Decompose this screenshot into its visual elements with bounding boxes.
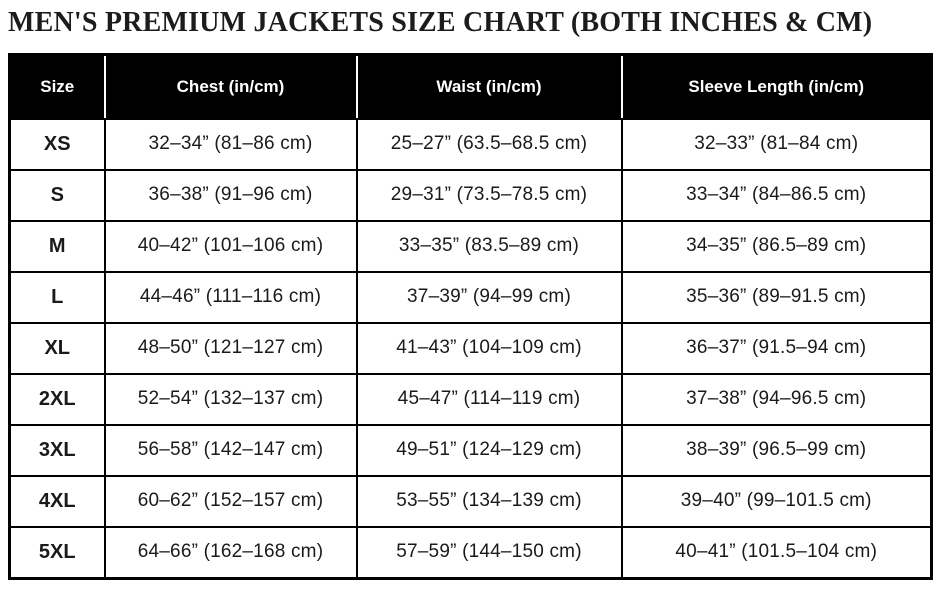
size-chart-table [8, 53, 933, 580]
table-row [10, 119, 932, 170]
size-cell: M [10, 221, 105, 272]
chest-cell: 48–50” (121–127 cm) [105, 323, 357, 374]
chest-cell: 40–42” (101–106 cm) [105, 221, 357, 272]
waist-cell: 33–35” (83.5–89 cm) [357, 221, 622, 272]
chest-cell: 36–38” (91–96 cm) [105, 170, 357, 221]
sleeve-cell: 32–33” (81–84 cm) [622, 119, 932, 170]
header-size: Size [10, 54, 105, 119]
sleeve-cell: 37–38” (94–96.5 cm) [622, 374, 932, 425]
chest-cell: 44–46” (111–116 cm) [105, 272, 357, 323]
header-chest: Chest (in/cm) [105, 54, 357, 119]
sleeve-cell: 36–37” (91.5–94 cm) [622, 323, 932, 374]
size-cell: 4XL [10, 476, 105, 527]
waist-cell: 37–39” (94–99 cm) [357, 272, 622, 323]
table-row [10, 221, 932, 272]
sleeve-cell: 35–36” (89–91.5 cm) [622, 272, 932, 323]
table-row [10, 323, 932, 374]
header-row [10, 54, 932, 119]
header-sleeve-length: Sleeve Length (in/cm) [622, 54, 932, 119]
size-cell: 5XL [10, 527, 105, 579]
table-row [10, 527, 932, 579]
chest-cell: 56–58” (142–147 cm) [105, 425, 357, 476]
table-row [10, 374, 932, 425]
waist-cell: 53–55” (134–139 cm) [357, 476, 622, 527]
size-cell: 3XL [10, 425, 105, 476]
waist-cell: 45–47” (114–119 cm) [357, 374, 622, 425]
sleeve-cell: 33–34” (84–86.5 cm) [622, 170, 932, 221]
table-row [10, 170, 932, 221]
size-cell: XL [10, 323, 105, 374]
chest-cell: 52–54” (132–137 cm) [105, 374, 357, 425]
sleeve-cell: 39–40” (99–101.5 cm) [622, 476, 932, 527]
waist-cell: 41–43” (104–109 cm) [357, 323, 622, 374]
page-title: MEN'S PREMIUM JACKETS SIZE CHART (BOTH INCHES & CM) [8, 7, 873, 38]
table-row [10, 425, 932, 476]
waist-cell: 49–51” (124–129 cm) [357, 425, 622, 476]
table-header [10, 54, 932, 119]
waist-cell: 57–59” (144–150 cm) [357, 527, 622, 579]
chest-cell: 64–66” (162–168 cm) [105, 527, 357, 579]
table-row [10, 476, 932, 527]
sleeve-cell: 34–35” (86.5–89 cm) [622, 221, 932, 272]
size-cell: S [10, 170, 105, 221]
size-cell: 2XL [10, 374, 105, 425]
waist-cell: 29–31” (73.5–78.5 cm) [357, 170, 622, 221]
chest-cell: 60–62” (152–157 cm) [105, 476, 357, 527]
size-table-body [10, 119, 932, 579]
waist-cell: 25–27” (63.5–68.5 cm) [357, 119, 622, 170]
size-cell: XS [10, 119, 105, 170]
chest-cell: 32–34” (81–86 cm) [105, 119, 357, 170]
size-cell: L [10, 272, 105, 323]
sleeve-cell: 38–39” (96.5–99 cm) [622, 425, 932, 476]
header-waist: Waist (in/cm) [357, 54, 622, 119]
table-row [10, 272, 932, 323]
sleeve-cell: 40–41” (101.5–104 cm) [622, 527, 932, 579]
